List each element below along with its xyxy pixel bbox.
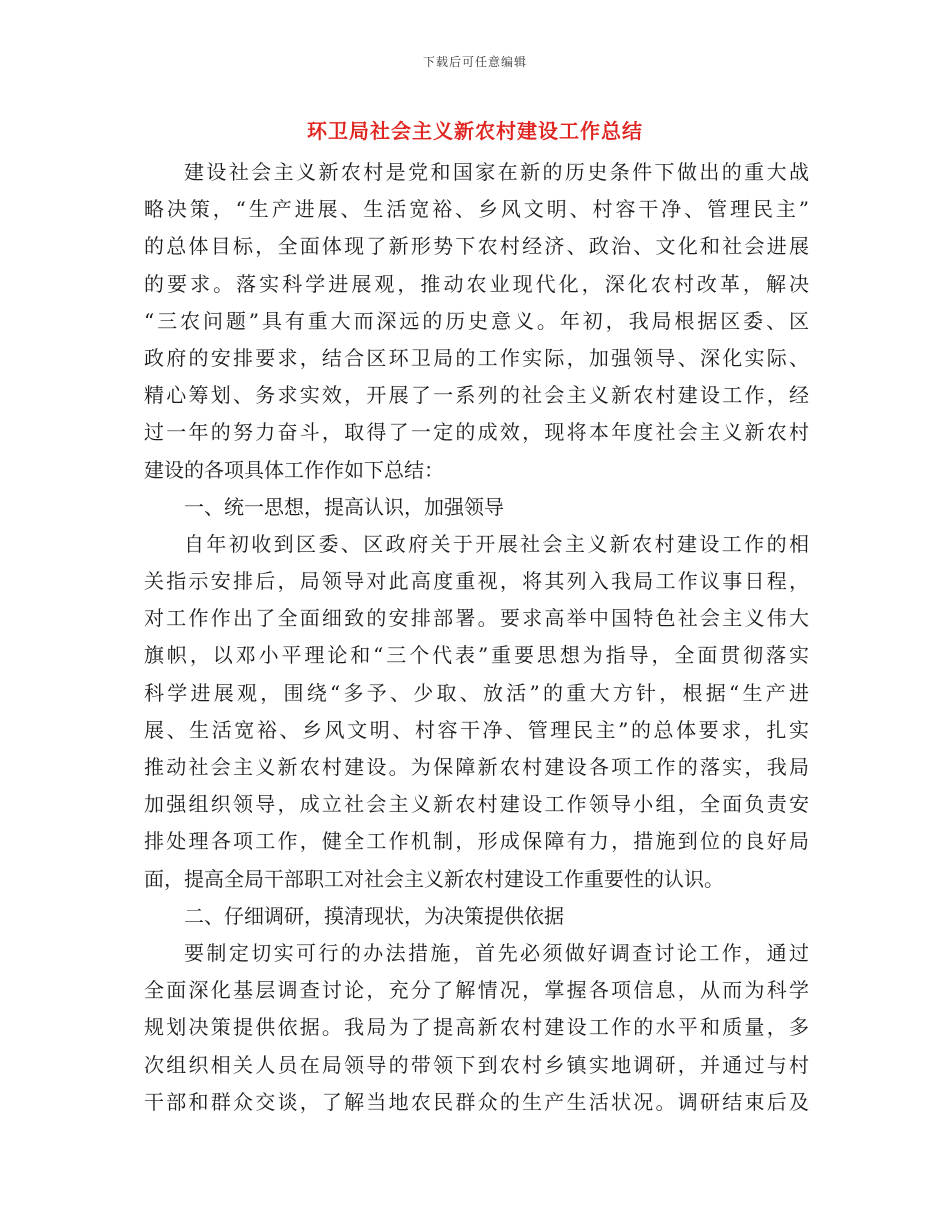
text-line: 要制定切实可行的办法措施，首先必须做好调查讨论工作，通过 (184, 940, 809, 965)
text-line: 自年初收到区委、区政府关于开展社会主义新农村建设工作的相 (184, 531, 809, 556)
text-line: 的要求。落实科学进展观，推动农业现代化，深化农村改革，解决 (144, 271, 809, 296)
text-line: 推动社会主义新农村建设。为保障新农村建设各项工作的落实，我局 (144, 755, 809, 779)
text-line: 面，提高全局干部职工对社会主义新农村建设工作重要性的认识。 (144, 866, 724, 891)
text-line: 一、统一思想，提高认识，加强领导 (184, 494, 504, 519)
text-line: 次组织相关人员在局领导的带领下到农村乡镇实地调研，并通过与村 (144, 1052, 809, 1077)
text-line: 对工作作出了全面细致的安排部署。要求高举中国特色社会主义伟大 (144, 606, 809, 631)
text-line: 展、生活宽裕、乡风文明、村容干净、管理民主”的总体要求，扎实 (144, 717, 809, 742)
text-line: 的总体目标，全面体现了新形势下农村经济、政治、文化和社会进展 (144, 234, 809, 259)
document-body (144, 154, 809, 1121)
text-line: “三农问题”具有重大而深远的历史意义。年初，我局根据区委、区 (144, 308, 809, 333)
document-title: 环卫局社会主义新农村建设工作总结 (307, 119, 643, 143)
text-line: 政府的安排要求，结合区环卫局的工作实际，加强领导、深化实际、 (144, 345, 809, 370)
text-line: 旗帜，以邓小平理论和“三个代表”重要思想为指导，全面贯彻落实 (144, 643, 809, 668)
text-line: 过一年的努力奋斗，取得了一定的成效，现将本年度社会主义新农村 (144, 420, 809, 445)
text-line: 科学进展观，围绕“多予、少取、放活”的重大方针，根据“生产进 (144, 680, 809, 705)
text-line: 规划决策提供依据。我局为了提高新农村建设工作的水平和质量，多 (144, 1015, 809, 1040)
text-line: 二、仔细调研，摸清现状，为决策提供依据 (184, 903, 564, 928)
text-line: 排处理各项工作，健全工作机制，形成保障有力，措施到位的良好局 (144, 829, 809, 854)
text-line: 关指示安排后，局领导对此高度重视，将其列入我局工作议事日程， (144, 569, 809, 594)
text-line: 干部和群众交谈，了解当地农民群众的生产生活状况。调研结束后及 (144, 1089, 809, 1114)
header-note: 下载后可任意编辑 (422, 55, 527, 69)
text-line: 建设的各项具体工作作如下总结： (144, 457, 444, 482)
text-line: 精心筹划、务求实效，开展了一系列的社会主义新农村建设工作，经 (144, 383, 809, 408)
text-line: 略决策，“生产进展、生活宽裕、乡风文明、村容干净、管理民主” (144, 197, 809, 222)
text-line: 建设社会主义新农村是党和国家在新的历史条件下做出的重大战 (184, 160, 809, 184)
text-line: 加强组织领导，成立社会主义新农村建设工作领导小组，全面负责安 (144, 792, 809, 817)
text-line: 全面深化基层调查讨论，充分了解情况，掌握各项信息，从而为科学 (144, 978, 809, 1003)
